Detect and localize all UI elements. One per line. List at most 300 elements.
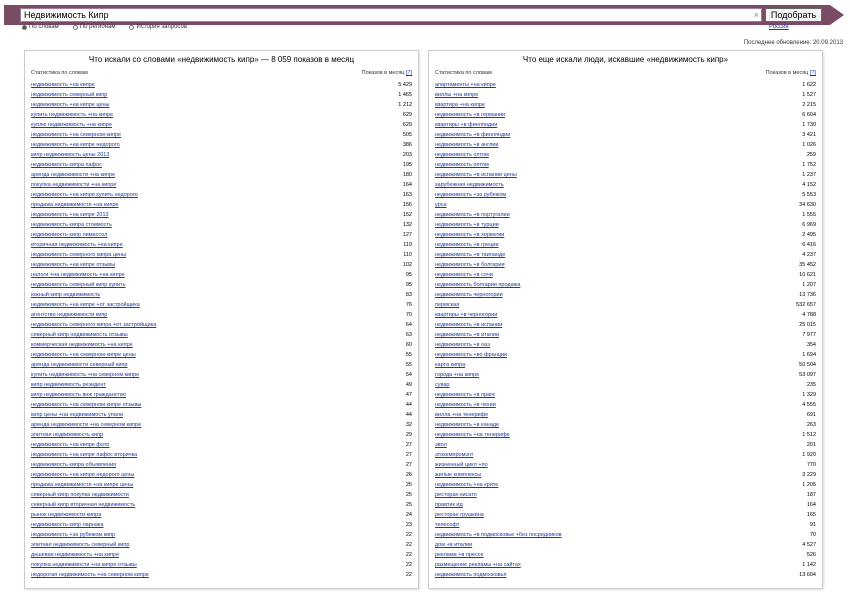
impressions-count: 163: [402, 192, 412, 198]
impressions-count: 44: [405, 402, 412, 408]
table-row: [31, 270, 412, 280]
table-row: [31, 190, 412, 200]
keyword-link[interactable]: виллы +на кипре: [435, 92, 479, 98]
column-keywords: Статистика по словам: [31, 70, 88, 76]
keyword-link[interactable]: недвижимость +в канаде: [435, 422, 500, 428]
impressions-count: 532 657: [796, 302, 816, 308]
keyword-link[interactable]: покупка недвижимости +на кипре отзывы: [31, 562, 137, 568]
keyword-link[interactable]: недвижимость +на северном кипре цены: [31, 352, 136, 358]
impressions-count: 119: [403, 242, 412, 248]
impressions-count: 770: [806, 462, 816, 468]
column-keywords: Статистика по словам: [435, 70, 492, 76]
impressions-count: 203: [402, 152, 412, 158]
table-row: [435, 130, 816, 140]
table-row: [435, 270, 816, 280]
table-row: [435, 210, 816, 220]
column-impressions: [766, 70, 816, 76]
table-row: [31, 260, 412, 270]
keyword-link[interactable]: недвижимость +в англии: [435, 142, 499, 148]
impressions-count: 25: [405, 482, 412, 488]
impressions-count: 27: [405, 442, 412, 448]
keyword-link[interactable]: недвижимость +на кипре пафос вторичка: [31, 452, 138, 458]
keyword-link[interactable]: недвижимость +в италии: [435, 332, 500, 338]
keyword-link[interactable]: пермская: [435, 302, 460, 308]
table-row: [31, 100, 412, 110]
keyword-link[interactable]: коммерческая недвижимость +на кипре: [31, 342, 133, 348]
search-input[interactable]: [20, 8, 762, 22]
table-row: [435, 290, 816, 300]
mode-by-regions[interactable]: [73, 24, 116, 30]
keyword-link[interactable]: недвижимость +на северном кипре: [31, 132, 122, 138]
table-row: [31, 210, 412, 220]
impressions-count: 1 142: [802, 562, 816, 568]
region-link[interactable]: Россия: [769, 24, 789, 30]
impressions-count: 22: [405, 542, 412, 548]
keyword-link[interactable]: недвижимость +на кипре купить недорого: [31, 192, 138, 198]
table-row: [31, 430, 412, 440]
keyword-link[interactable]: недвижимость +в испании цены: [435, 172, 517, 178]
table-row: [31, 250, 412, 260]
impressions-count: 34 630: [799, 202, 816, 208]
impressions-count: 29: [405, 432, 412, 438]
keyword-link[interactable]: недвижимость +во франции: [435, 352, 508, 358]
keyword-link[interactable]: недвижимость +на кипре фото: [31, 442, 110, 448]
table-row: [31, 240, 412, 250]
impressions-count: 2 215: [802, 102, 816, 108]
table-row: [435, 530, 816, 540]
table-row: [31, 480, 412, 490]
table-row: [435, 460, 816, 470]
impressions-count: 13 736: [799, 292, 816, 298]
table-row: [31, 350, 412, 360]
keyword-link[interactable]: недвижимость +в оаэ: [435, 342, 491, 348]
table-row: [435, 280, 816, 290]
table-row: [435, 540, 816, 550]
keyword-link[interactable]: вилла +на тенерифе: [435, 412, 489, 418]
impressions-count: 1 212: [398, 102, 412, 108]
impressions-count: 70: [405, 312, 412, 318]
impressions-count: 1 555: [802, 212, 816, 218]
last-updated: Последнее обновление: 20.09.2013: [743, 40, 843, 46]
keyword-link[interactable]: кипр цены +на недвижимость упали: [31, 412, 124, 418]
column-impressions: [362, 70, 412, 76]
keyword-link[interactable]: недвижимость +за рубежом: [435, 192, 507, 198]
keyword-link[interactable]: купить недвижимость +на северном кипре: [31, 372, 140, 378]
keyword-link[interactable]: недвижимость +за рубежом кипр: [31, 532, 116, 538]
impressions-count: 1 622: [802, 82, 816, 88]
keyword-link[interactable]: недвижимость северного кипра +от застройщика: [31, 322, 157, 328]
table-row: [31, 550, 412, 560]
keyword-link[interactable]: правтик ид: [435, 502, 463, 508]
table-row: [435, 340, 816, 350]
impressions-count: 63: [405, 332, 412, 338]
table-row: [435, 400, 816, 410]
table-row: [31, 180, 412, 190]
impressions-count: 259: [806, 152, 816, 158]
impressions-count: 64: [405, 322, 412, 328]
impressions-count: 70: [809, 532, 816, 538]
table-row: [31, 500, 412, 510]
keyword-link[interactable]: недвижимость кипр ларнака: [31, 522, 104, 528]
impressions-count: 10 621: [799, 272, 816, 278]
table-row: [31, 300, 412, 310]
table-row: [435, 80, 816, 90]
impressions-count: 7 977: [802, 332, 816, 338]
impressions-count: 27: [405, 462, 412, 468]
keyword-link[interactable]: северный кипр вторичная недвижимость: [31, 502, 136, 508]
table-row: [31, 80, 412, 90]
table-row: [31, 420, 412, 430]
table-row: [435, 170, 816, 180]
table-row: [435, 350, 816, 360]
keyword-link[interactable]: недвижимость +в подмосковье +без посредников: [435, 532, 562, 538]
keyword-link[interactable]: аренда недвижимости +на кипре: [31, 172, 116, 178]
table-row: [435, 150, 816, 160]
impressions-count: 83: [405, 292, 412, 298]
table-row: [435, 500, 816, 510]
keyword-link[interactable]: размещение рекламы +на сайтах: [435, 562, 521, 568]
keyword-link[interactable]: этокемпромзнт: [435, 452, 474, 458]
impressions-count: 5 429: [398, 82, 412, 88]
mode-label: По словам: [29, 24, 59, 30]
keyword-link[interactable]: недорогая недвижимость +на северном кипре: [31, 572, 149, 578]
impressions-count: 505: [402, 132, 412, 138]
keyword-link[interactable]: недвижимость северный кипр: [31, 92, 108, 98]
keyword-link[interactable]: ресторан кисато: [435, 492, 477, 498]
table-row: [435, 120, 816, 130]
impressions-count: 3 421: [802, 132, 816, 138]
impressions-count: 6 969: [802, 222, 816, 228]
keyword-link[interactable]: недвижимость +на кипре недорого: [31, 142, 120, 148]
keyword-link[interactable]: кипр недвижимость внж гражданство: [31, 392, 126, 398]
keyword-link[interactable]: покупка недвижимости +на кипре: [31, 182, 117, 188]
table-header: [31, 70, 412, 78]
table-row: [31, 440, 412, 450]
impressions-count: 1 329: [802, 392, 816, 398]
impressions-count: 13 604: [799, 572, 816, 578]
impressions-count: 95: [405, 282, 412, 288]
table-row: [435, 470, 816, 480]
keyword-link[interactable]: купить недвижимость +на кипре: [31, 112, 114, 118]
impressions-count: 164: [402, 182, 412, 188]
impressions-count: 5 553: [802, 192, 816, 198]
table-row: [31, 110, 412, 120]
table-row: [31, 290, 412, 300]
keyword-link[interactable]: недвижимость +в праге: [435, 392, 496, 398]
keyword-link[interactable]: северный кипр недвижимость отзывы: [31, 332, 128, 338]
keyword-link[interactable]: южный кипр недвижимость: [31, 292, 101, 298]
impressions-count: 165: [806, 512, 816, 518]
keyword-link[interactable]: недвижимость черногории: [435, 292, 503, 298]
impressions-count: 354: [806, 342, 816, 348]
table-row: [31, 150, 412, 160]
table-row: [31, 470, 412, 480]
table-row: [31, 200, 412, 210]
table-row: [31, 450, 412, 460]
keyword-link[interactable]: урса: [435, 202, 447, 208]
impressions-count: 187: [806, 492, 816, 498]
keyword-link[interactable]: недвижимость +на кипре недорого цены: [31, 472, 135, 478]
impressions-count: 127: [402, 232, 412, 238]
keyword-link[interactable]: недвижимость +на кипре отзывы: [31, 262, 116, 268]
impressions-count: 1 694: [802, 352, 816, 358]
keyword-link[interactable]: недвижимость +на кипре +от застройщика: [31, 302, 140, 308]
table-row: [31, 370, 412, 380]
impressions-count: 629: [402, 112, 412, 118]
impressions-count: 22: [405, 562, 412, 568]
table-row: [31, 280, 412, 290]
mode-history[interactable]: [129, 24, 187, 30]
table-row: [435, 480, 816, 490]
keyword-link[interactable]: недвижимость северный кипр купить: [31, 282, 126, 288]
impressions-count: 49: [405, 382, 412, 388]
table-row: [435, 330, 816, 340]
table-row: [435, 510, 816, 520]
table-row: [31, 340, 412, 350]
mode-label: По регионам: [79, 24, 116, 30]
impressions-count: 91: [809, 522, 816, 528]
keyword-link[interactable]: недвижимость кипр лимассол: [31, 232, 108, 238]
impressions-count: 95: [405, 272, 412, 278]
table-row: [435, 160, 816, 170]
impressions-count: 1 527: [802, 92, 816, 98]
help-link[interactable]: [?]: [809, 70, 816, 76]
keyword-link[interactable]: апартаменты +на кипре: [435, 82, 496, 88]
table-row: [435, 100, 816, 110]
keyword-link[interactable]: недвижимость +в сочи: [435, 272, 493, 278]
keyword-link[interactable]: жилые комплексы: [435, 472, 482, 478]
keyword-link[interactable]: аренда недвижимости +на северном кипре: [31, 422, 142, 428]
keyword-link[interactable]: города +на кипре: [435, 372, 480, 378]
keyword-link[interactable]: дом +в италии: [435, 542, 473, 548]
search-bar: [4, 5, 847, 25]
table-row: [435, 450, 816, 460]
impressions-count: 22: [405, 532, 412, 538]
table-row: [31, 390, 412, 400]
keyword-link[interactable]: продажа недвижимости +на кипре: [31, 202, 119, 208]
keyword-link[interactable]: сувар: [435, 382, 450, 388]
table-row: [31, 560, 412, 570]
keyword-link[interactable]: недвижимость +в финляндии: [435, 132, 511, 138]
impressions-count: 1 465: [398, 92, 412, 98]
table-row: [31, 360, 412, 370]
keyword-link[interactable]: квартира +на кипре: [435, 102, 485, 108]
impressions-count: 25: [405, 492, 412, 498]
keyword-list: [31, 80, 412, 580]
keyword-link[interactable]: недвижимость +в чехии: [435, 402, 496, 408]
table-row: [31, 380, 412, 390]
table-row: [435, 110, 816, 120]
column-impressions-label: Показов в месяц: [361, 70, 405, 76]
keyword-link[interactable]: недвижимость +в португалии: [435, 212, 510, 218]
impressions-count: 55: [405, 352, 412, 358]
radio-icon[interactable]: [129, 25, 134, 30]
table-row: [435, 180, 816, 190]
table-header: [435, 70, 816, 78]
keyword-link[interactable]: налоги +на недвижимость +на кипре: [31, 272, 125, 278]
impressions-count: 22: [405, 572, 412, 578]
table-row: [435, 230, 816, 240]
table-row: [435, 310, 816, 320]
keyword-link[interactable]: недвижимость +на кипре цены: [31, 102, 110, 108]
impressions-count: 180: [402, 172, 412, 178]
table-row: [435, 390, 816, 400]
table-row: [435, 420, 816, 430]
keyword-link[interactable]: жизненный цикл +по: [435, 462, 488, 468]
table-row: [435, 90, 816, 100]
table-row: [435, 370, 816, 380]
keyword-link[interactable]: недвижимость подмосковья: [435, 572, 507, 578]
search-mode-group: [22, 24, 187, 30]
impressions-count: 4 152: [802, 182, 816, 188]
keyword-link[interactable]: кипр недвижимость резидент: [31, 382, 106, 388]
table-row: [435, 380, 816, 390]
impressions-count: 110: [403, 252, 412, 258]
impressions-count: 1 237: [802, 172, 816, 178]
keyword-link[interactable]: дешевая недвижимость +на кипре: [31, 552, 120, 558]
panel-title: Что искали со словами «недвижимость кипр» — 8 059 показов в месяц: [88, 55, 355, 64]
table-row: [31, 130, 412, 140]
keyword-link[interactable]: агентство недвижимости кипр: [31, 312, 108, 318]
impressions-count: 24: [405, 512, 412, 518]
impressions-count: 44: [405, 412, 412, 418]
table-row: [435, 490, 816, 500]
keyword-link[interactable]: недвижимость кипра пафос: [31, 162, 102, 168]
impressions-count: 691: [806, 412, 816, 418]
impressions-count: 263: [806, 422, 816, 428]
related-panel: [428, 50, 823, 589]
impressions-count: 4 555: [802, 402, 816, 408]
impressions-count: 1 026: [802, 142, 816, 148]
mode-label: История запросов: [136, 24, 188, 30]
keyword-link[interactable]: недвижимость оптом: [435, 152, 489, 158]
radio-icon[interactable]: [22, 25, 27, 30]
table-row: [31, 400, 412, 410]
impressions-count: 22: [405, 552, 412, 558]
impressions-count: 50 504: [799, 362, 816, 368]
keyword-link[interactable]: недвижимость +в хорватии: [435, 232, 505, 238]
table-row: [31, 230, 412, 240]
mode-by-words[interactable]: [22, 24, 59, 30]
clear-icon[interactable]: ×: [753, 10, 759, 20]
table-row: [31, 510, 412, 520]
impressions-count: 54: [405, 372, 412, 378]
impressions-count: 1 512: [802, 432, 816, 438]
table-row: [435, 560, 816, 570]
impressions-count: 4 788: [802, 312, 816, 318]
keyword-link[interactable]: недвижимость +в турции: [435, 222, 499, 228]
keyword-link[interactable]: реклама +в прессе: [435, 552, 484, 558]
keyword-link[interactable]: ресторан грушкина: [435, 512, 484, 518]
impressions-count: 6 416: [802, 242, 816, 248]
keyword-link[interactable]: квартиры +в финляндии: [435, 122, 498, 128]
impressions-count: 386: [402, 142, 412, 148]
keyword-link[interactable]: аренда недвижимости северный кипр: [31, 362, 128, 368]
search-button[interactable]: Подобрать: [765, 8, 822, 22]
impressions-count: 47: [405, 392, 412, 398]
keyword-link[interactable]: недвижимость кипра объявления: [31, 462, 117, 468]
table-row: [31, 120, 412, 130]
impressions-count: 35 452: [799, 262, 816, 268]
keyword-link[interactable]: недвижимость +на кипре: [31, 82, 95, 88]
table-row: [435, 570, 816, 580]
table-row: [31, 410, 412, 420]
table-row: [31, 490, 412, 500]
keyword-link[interactable]: карта кипра: [435, 362, 466, 368]
help-link[interactable]: [?]: [405, 70, 412, 76]
keyword-link[interactable]: кипр недвижимость цены 2013: [31, 152, 110, 158]
impressions-count: 23: [405, 522, 412, 528]
keyword-link[interactable]: элитная недвижимость кипр: [31, 432, 104, 438]
keyword-link[interactable]: недвижимость +в болгарии: [435, 262, 505, 268]
keyword-link[interactable]: недвижимость северного кипра цены: [31, 252, 127, 258]
impressions-count: 1 752: [802, 162, 816, 168]
panel-title: Что еще искали люди, искавшие «недвижимость кипр»: [522, 55, 729, 64]
impressions-count: 76: [405, 302, 412, 308]
keyword-link[interactable]: элитная недвижимость северный кипр: [31, 542, 130, 548]
impressions-count: 27: [405, 452, 412, 458]
table-row: [31, 460, 412, 470]
table-row: [31, 330, 412, 340]
table-row: [435, 550, 816, 560]
keyword-link[interactable]: телесофт: [435, 522, 460, 528]
keyword-link[interactable]: квартиры +в черногории: [435, 312, 498, 318]
impressions-count: 201: [806, 442, 816, 448]
keyword-link[interactable]: недвижимость оптом: [435, 162, 489, 168]
impressions-count: 195: [402, 162, 412, 168]
impressions-count: 6 604: [802, 112, 816, 118]
impressions-count: 53 097: [799, 372, 816, 378]
keyword-link[interactable]: недвижимость +на крите: [435, 482, 499, 488]
table-row: [435, 360, 816, 370]
search-band-arrow: [830, 5, 844, 25]
keyword-link[interactable]: недвижимость +на северном кипре отзывы: [31, 402, 142, 408]
impressions-count: 32: [405, 422, 412, 428]
keyword-link[interactable]: куплю недвижимость +на кипре: [31, 122, 112, 128]
keyword-link[interactable]: северный кипр покупка недвижимости: [31, 492, 129, 498]
keyword-list: [435, 80, 816, 580]
keyword-link[interactable]: зарубежная недвижимость: [435, 182, 504, 188]
keyword-link[interactable]: недвижимость болгарии продажа: [435, 282, 521, 288]
keyword-link[interactable]: вторичная недвижимость +на кипре: [31, 242, 123, 248]
table-row: [435, 250, 816, 260]
table-row: [31, 160, 412, 170]
table-row: [435, 190, 816, 200]
table-row: [435, 220, 816, 230]
table-row: [31, 170, 412, 180]
impressions-count: 2 495: [802, 232, 816, 238]
table-row: [31, 570, 412, 580]
impressions-count: 1 205: [802, 482, 816, 488]
keyword-link[interactable]: недвижимость +на тенерифе: [435, 432, 510, 438]
keyword-link[interactable]: недвижимость кипра стоимость: [31, 222, 112, 228]
keyword-link[interactable]: продажа недвижимости +на кипре цены: [31, 482, 134, 488]
impressions-count: 1 207: [802, 282, 816, 288]
table-row: [435, 520, 816, 530]
keyword-link[interactable]: недвижимость +в греции: [435, 242, 499, 248]
radio-icon[interactable]: [73, 25, 78, 30]
keyword-link[interactable]: рынок недвижимости кипра: [31, 512, 102, 518]
keyword-link[interactable]: недвижимость +в испании: [435, 322, 503, 328]
keyword-link[interactable]: недвижимость +на кипре 2013: [31, 212, 109, 218]
impressions-count: 156: [402, 202, 412, 208]
table-row: [435, 440, 816, 450]
table-row: [435, 200, 816, 210]
keyword-link[interactable]: недвижимость +в германии: [435, 112, 506, 118]
impressions-count: 1 920: [802, 452, 816, 458]
keyword-link[interactable]: недвижимость +в таиланде: [435, 252, 506, 258]
keyword-link[interactable]: эвол: [435, 442, 447, 448]
